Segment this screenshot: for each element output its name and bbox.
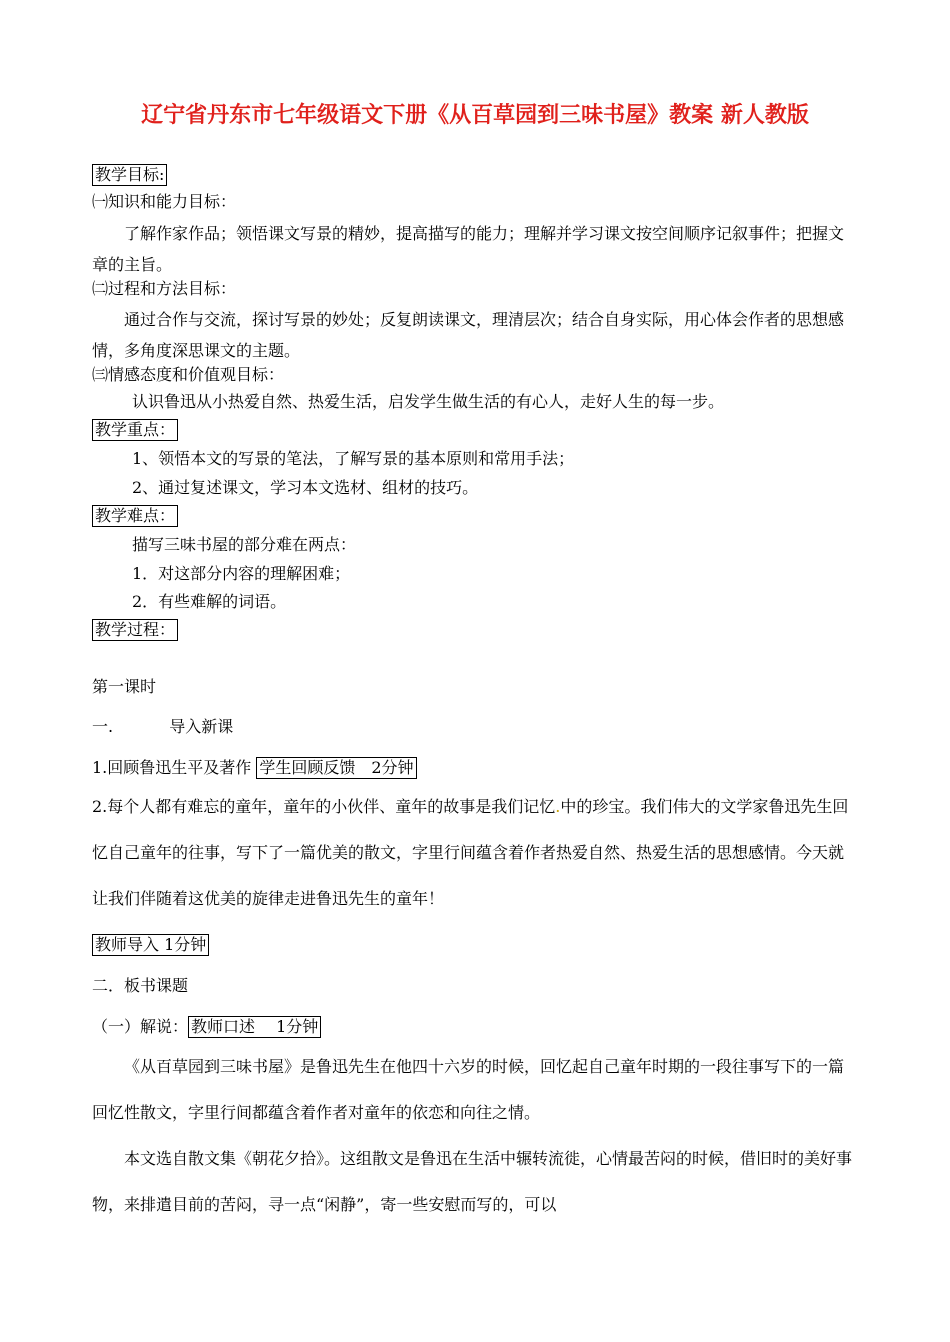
key-point-1: 1、领悟本文的写景的笔法，了解写景的基本原则和常用手法； xyxy=(132,449,575,468)
knowledge-paragraph xyxy=(92,218,858,280)
difficulties-heading: 教学难点： xyxy=(92,505,178,527)
knowledge-text: 了解作家作品；领悟课文写景的精妙，提高描写的能力；理解并学习课文按空间顺序记叙事件；把握文章的主旨。 xyxy=(92,224,845,274)
section-1-number: 一. xyxy=(92,717,114,736)
step-2-dot: . xyxy=(555,797,561,816)
intro-paragraph-2 xyxy=(92,1136,858,1228)
step-1-text: 1.回顾鲁迅生平及著作 xyxy=(92,758,252,777)
process-goal-paragraph xyxy=(92,304,858,366)
knowledge-heading: ㈠知识和能力目标： xyxy=(92,192,237,211)
difficulties-intro: 描写三味书屋的部分难在两点： xyxy=(132,535,357,554)
step-1-line xyxy=(92,757,417,779)
key-point-2: 2、通过复述课文，学习本文选材、组材的技巧。 xyxy=(132,478,479,497)
step-1-time-box: 学生回顾反馈 2分钟 xyxy=(256,757,416,779)
process-goal-heading: ㈡过程和方法目标： xyxy=(92,279,237,298)
step-2-box-line xyxy=(92,934,209,956)
process-heading: 教学过程： xyxy=(92,619,178,641)
goals-heading: 教学目标: xyxy=(92,164,167,186)
intro-paragraph-1 xyxy=(92,1044,858,1136)
process-goal-text: 通过合作与交流，探讨写景的妙处；反复朗读课文，理清层次；结合自身实际，用心体会作者的思想感情，多角度深思课文的主题。 xyxy=(92,310,845,360)
step-2-time-box: 教师导入 1分钟 xyxy=(92,934,209,956)
section-2-title: 二．板书课题 xyxy=(92,976,189,995)
intro-paragraph-1-text: 《从百草园到三味书屋》是鲁迅先生在他四十六岁的时候，回忆起自己童年时期的一段往事写下的一篇回忆性散文，字里行间都蕴含着作者对童年的依恋和向往之情。 xyxy=(92,1057,845,1122)
key-points-heading-line xyxy=(92,419,178,441)
difficulties-heading-line xyxy=(92,505,178,527)
emotion-text: 认识鲁迅从小热爱自然、热爱生活，启发学生做生活的有心人，走好人生的每一步。 xyxy=(132,392,725,411)
section-1-line xyxy=(92,716,233,738)
emotion-heading: ㈢情感态度和价值观目标： xyxy=(92,365,285,384)
step-2-paragraph xyxy=(92,784,858,922)
lesson-label: 第一课时 xyxy=(92,677,157,696)
step-2-text-a: 2.每个人都有难忘的童年，童年的小伙伴、童年的故事是我们记忆 xyxy=(92,797,556,816)
goals-heading-line xyxy=(92,164,167,186)
difficulty-1: 1．对这部分内容的理解困难； xyxy=(132,564,351,583)
explain-line xyxy=(92,1016,321,1038)
step-2-text-b: 中的珍宝。我们伟大的文学家鲁迅先生回忆自己童年的往事，写下了一篇优美的散文，字里行间蕴含着作者热爱自然、热爱生活的思想感情。今天就让我们伴随着这优美的旋律走进鲁迅先生的童年！ xyxy=(92,797,849,908)
process-heading-line xyxy=(92,619,178,641)
document-title: 辽宁省丹东市七年级语文下册《从百草园到三味书屋》教案 新人教版 xyxy=(141,103,809,128)
explain-label: （一）解说： xyxy=(92,1017,189,1036)
explain-time-box: 教师口述 1分钟 xyxy=(188,1016,321,1038)
section-1-title: 导入新课 xyxy=(169,717,234,736)
key-points-heading: 教学重点： xyxy=(92,419,178,441)
intro-paragraph-2-text: 本文选自散文集《朝花夕拾》。这组散文是鲁迅在生活中辗转流徙，心情最苦闷的时候，借旧时的美好事物，来排遣目前的苦闷，寻一点“闲静”，寄一些安慰而写的，可以 xyxy=(92,1149,853,1214)
difficulty-2: 2．有些难解的词语。 xyxy=(132,592,287,611)
